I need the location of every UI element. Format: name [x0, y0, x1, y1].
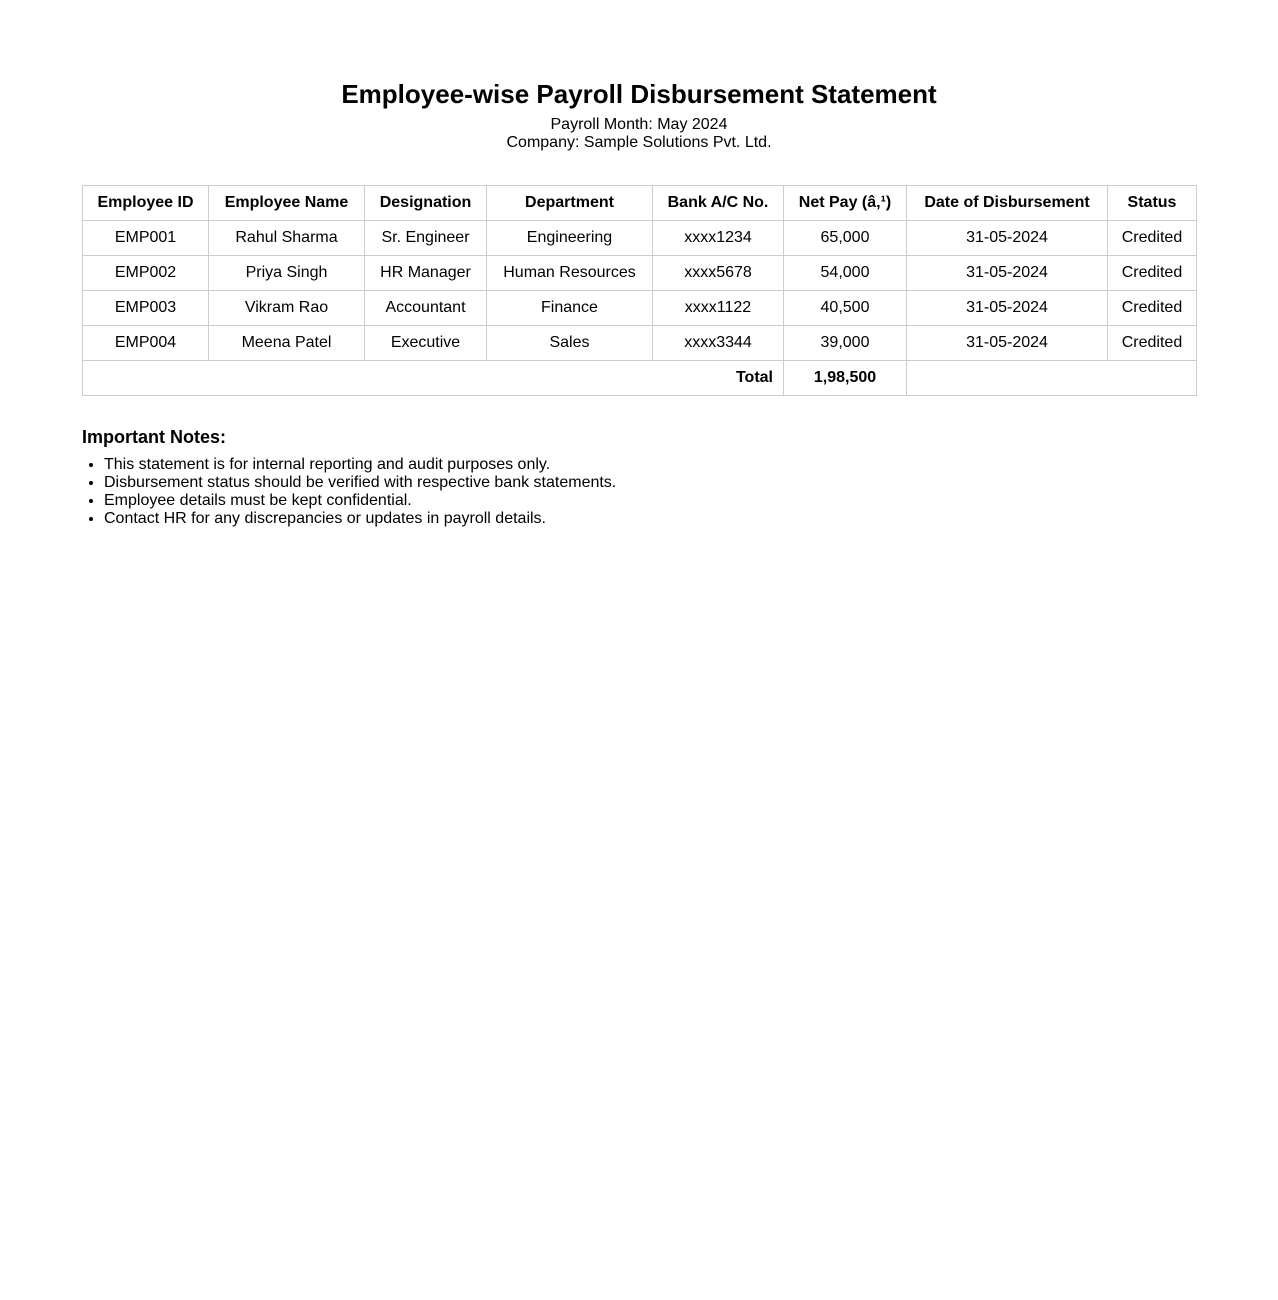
column-header-employee-id: Employee ID [83, 186, 209, 221]
cell-net-pay: 39,000 [784, 326, 907, 361]
page-title: Employee-wise Payroll Disbursement Statement [341, 79, 937, 109]
cell-bank-account: xxxx1122 [653, 291, 784, 326]
table-row [83, 256, 1197, 291]
column-header-net-pay: Net Pay (â‚¹) [784, 186, 907, 221]
cell-designation: HR Manager [365, 256, 487, 291]
cell-bank-account: xxxx5678 [653, 256, 784, 291]
payroll-month: Payroll Month: May 2024 [550, 116, 728, 133]
cell-status: Credited [1108, 291, 1197, 326]
cell-status: Credited [1108, 256, 1197, 291]
cell-employee-name: Vikram Rao [209, 291, 365, 326]
cell-employee-id: EMP002 [83, 256, 209, 291]
company-name: Company: Sample Solutions Pvt. Ltd. [506, 134, 772, 151]
cell-department: Finance [487, 291, 653, 326]
cell-employee-name: Rahul Sharma [209, 221, 365, 256]
cell-employee-name: Meena Patel [209, 326, 365, 361]
cell-employee-id: EMP001 [83, 221, 209, 256]
cell-net-pay: 54,000 [784, 256, 907, 291]
cell-bank-account: xxxx3344 [653, 326, 784, 361]
cell-net-pay: 65,000 [784, 221, 907, 256]
cell-department: Engineering [487, 221, 653, 256]
list-item: • Contact HR for any discrepancies or updates in payroll details. [104, 510, 1182, 528]
list-item: • Employee details must be kept confidential. [104, 492, 1182, 510]
table-row [83, 326, 1197, 361]
payroll-table-wrapper [82, 185, 1196, 396]
column-header-designation: Designation [365, 186, 487, 221]
total-row [83, 361, 1197, 396]
cell-disbursement-date: 31-05-2024 [907, 326, 1108, 361]
table-row [83, 291, 1197, 326]
column-header-bank-account: Bank A/C No. [653, 186, 784, 221]
cell-employee-id: EMP004 [83, 326, 209, 361]
payroll-table [82, 185, 1197, 396]
total-net-pay: 1,98,500 [784, 361, 907, 396]
column-header-status: Status [1108, 186, 1197, 221]
cell-employee-id: EMP003 [83, 291, 209, 326]
cell-designation: Accountant [365, 291, 487, 326]
column-header-disbursement-date: Date of Disbursement [907, 186, 1108, 221]
cell-disbursement-date: 31-05-2024 [907, 256, 1108, 291]
list-item: • This statement is for internal reporting and audit purposes only. [104, 456, 1182, 474]
total-label: Total [83, 361, 784, 396]
table-row [83, 221, 1197, 256]
total-row-empty-cell [907, 361, 1197, 396]
notes-title: Important Notes: [82, 427, 226, 447]
cell-status: Credited [1108, 326, 1197, 361]
cell-employee-name: Priya Singh [209, 256, 365, 291]
cell-department: Sales [487, 326, 653, 361]
cell-designation: Executive [365, 326, 487, 361]
column-header-employee-name: Employee Name [209, 186, 365, 221]
statement-meta [0, 116, 1278, 152]
cell-net-pay: 40,500 [784, 291, 907, 326]
cell-disbursement-date: 31-05-2024 [907, 221, 1108, 256]
cell-bank-account: xxxx1234 [653, 221, 784, 256]
cell-disbursement-date: 31-05-2024 [907, 291, 1108, 326]
statement-header [0, 78, 1278, 152]
cell-status: Credited [1108, 221, 1197, 256]
cell-department: Human Resources [487, 256, 653, 291]
column-header-department: Department [487, 186, 653, 221]
table-header-row [83, 186, 1197, 221]
list-item: • Disbursement status should be verified with respective bank statements. [104, 474, 1182, 492]
notes-list [82, 456, 1182, 528]
cell-designation: Sr. Engineer [365, 221, 487, 256]
important-notes [82, 426, 1182, 528]
